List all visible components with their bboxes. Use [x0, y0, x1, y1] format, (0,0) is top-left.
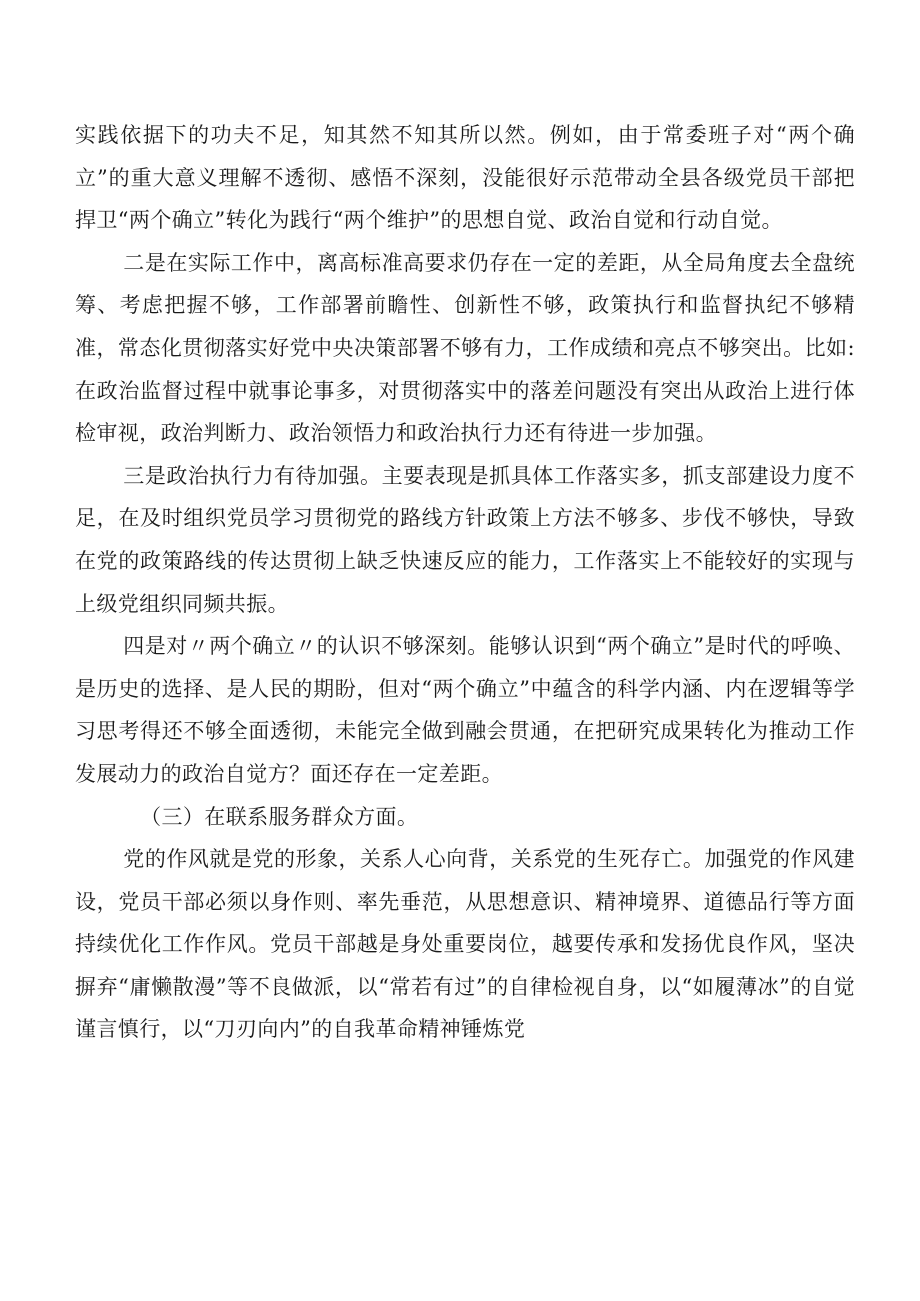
paragraph-party-style: 党的作风就是党的形象，关系人心向背，关系党的生死存亡。加强党的作风建设，党员干部必须以身作则、率先垂范，从思想意识、精神境界、道德品行等方面持续优化工作作风。党员干部越是身处重要岗位，越要传承和发扬优良作风，坚决摒弃“庸懒散漫”等不良做派，以“常若有过”的自律检视自身，以“如履薄冰”的自觉谨言慎行，以“刀刃向内”的自我革命精神锤炼党	[75, 847, 855, 1042]
section-heading: （三）在联系服务群众方面。	[140, 804, 419, 829]
document-body	[75, 114, 855, 1051]
paragraph-point-two: 二是在实际工作中，离高标准高要求仍存在一定的差距，从全局角度去全盘统筹、考虑把握不够，工作部署前瞻性、创新性不够，政策执行和监督执纪不够精准，常态化贯彻落实好党中央决策部署不够有力，工作成绩和亮点不够突出。比如:在政治监督过程中就事论事多，对贯彻落实中的落差问题没有突出从政治上进行体检审视，政治判断力、政治领悟力和政治执行力还有待进一步加强。	[75, 250, 855, 446]
paragraph-point-three: 三是政治执行力有待加强。主要表现是抓具体工作落实多，抓支部建设力度不足，在及时组织党员学习贯彻党的路线方针政策上方法不够多、步伐不够快，导致在党的政策路线的传达贯彻上缺乏快速反应的能力，工作落实上不能较好的实现与上级党组织同频共振。	[75, 463, 855, 616]
paragraph-point-four: 四是对〃两个确立〃的认识不够深刻。能够认识到“两个确立”是时代的呼唤、是历史的选择、是人民的期盼，但对“两个确立”中蕴含的科学内涵、内在逻辑等学习思考得还不够全面透彻，未能完全做到融会贯通，在把研究成果转化为推动工作发展动力的政治自觉方？面还存在一定差距。	[75, 634, 855, 786]
paragraph-continuation: 实践依据下的功夫不足，知其然不知其所以然。例如，由于常委班子对“两个确立”的重大意义理解不透彻、感悟不深刻，没能很好示范带动全县各级党员干部把捍卫“两个确立”转化为践行“两个维护”的思想自觉、政治自觉和行动自觉。	[75, 123, 855, 233]
